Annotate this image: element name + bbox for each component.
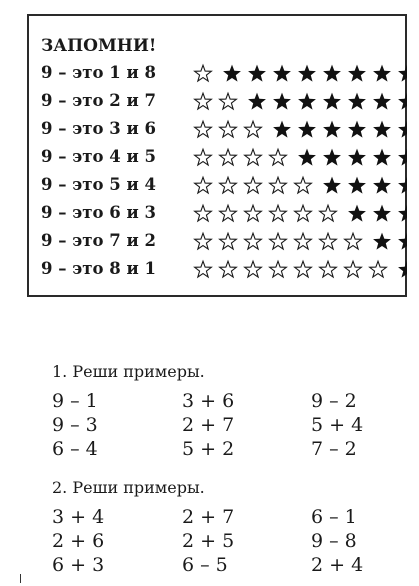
- outline-star-icon: [245, 205, 262, 221]
- outline-star-icon: [220, 177, 237, 193]
- memo-row-label: 9 – это 2 и 7: [41, 91, 156, 110]
- outline-star-icon: [270, 233, 287, 249]
- example-item: 9 – 1: [52, 390, 98, 412]
- stars-row: [41, 228, 407, 254]
- margin-mark: [20, 574, 21, 583]
- example-item: 2 + 4: [311, 554, 364, 576]
- example-item: 2 + 7: [182, 414, 235, 436]
- example-item: 3 + 6: [182, 390, 235, 412]
- filled-star-icon: [398, 261, 407, 278]
- outline-star-icon: [295, 177, 312, 193]
- filled-star-icon: [248, 93, 266, 110]
- filled-star-icon: [223, 65, 241, 82]
- outline-star-icon: [195, 121, 212, 137]
- example-item: 9 – 3: [52, 414, 98, 436]
- filled-star-icon: [298, 121, 316, 138]
- filled-star-icon: [273, 65, 291, 82]
- outline-star-icon: [320, 205, 337, 221]
- stars-row: [41, 172, 407, 198]
- stars-row: [41, 144, 407, 170]
- example-item: 6 – 4: [52, 438, 98, 460]
- outline-star-icon: [220, 261, 237, 277]
- memo-row-label: 9 – это 7 и 2: [41, 231, 156, 250]
- filled-star-icon: [373, 65, 391, 82]
- memo-row: [41, 228, 407, 254]
- memo-row-label: 9 – это 6 и 3: [41, 203, 156, 222]
- outline-star-icon: [245, 121, 262, 137]
- outline-star-icon: [220, 93, 237, 109]
- filled-star-icon: [323, 65, 341, 82]
- filled-star-icon: [348, 93, 366, 110]
- example-item: 5 + 2: [182, 438, 235, 460]
- filled-star-icon: [348, 205, 366, 222]
- filled-star-icon: [323, 177, 341, 194]
- example-item: 2 + 6: [52, 530, 105, 552]
- filled-star-icon: [373, 93, 391, 110]
- exercise-2-title: 2. Реши примеры.: [52, 478, 205, 497]
- memo-title: ЗАПОМНИ!: [41, 36, 157, 56]
- outline-star-icon: [370, 261, 387, 277]
- outline-star-icon: [245, 149, 262, 165]
- filled-star-icon: [398, 177, 407, 194]
- stars-row: [41, 200, 407, 226]
- outline-star-icon: [195, 261, 212, 277]
- memo-row-label: 9 – это 5 и 4: [41, 175, 156, 194]
- example-item: 6 + 3: [52, 554, 105, 576]
- filled-star-icon: [323, 93, 341, 110]
- outline-star-icon: [270, 177, 287, 193]
- example-item: 3 + 4: [52, 506, 105, 528]
- filled-star-icon: [298, 93, 316, 110]
- filled-star-icon: [398, 149, 407, 166]
- filled-star-icon: [298, 149, 316, 166]
- outline-star-icon: [295, 205, 312, 221]
- filled-star-icon: [273, 93, 291, 110]
- filled-star-icon: [323, 149, 341, 166]
- outline-star-icon: [270, 261, 287, 277]
- outline-star-icon: [245, 233, 262, 249]
- outline-star-icon: [345, 233, 362, 249]
- outline-star-icon: [320, 233, 337, 249]
- example-item: 2 + 7: [182, 506, 235, 528]
- outline-star-icon: [345, 261, 362, 277]
- outline-star-icon: [195, 93, 212, 109]
- example-item: 2 + 5: [182, 530, 235, 552]
- outline-star-icon: [195, 205, 212, 221]
- outline-star-icon: [220, 205, 237, 221]
- memo-row: [41, 144, 407, 170]
- outline-star-icon: [270, 205, 287, 221]
- stars-row: [41, 256, 407, 282]
- example-item: 9 – 2: [311, 390, 357, 412]
- outline-star-icon: [245, 261, 262, 277]
- filled-star-icon: [373, 233, 391, 250]
- filled-star-icon: [373, 177, 391, 194]
- outline-star-icon: [295, 233, 312, 249]
- memo-row: [41, 116, 407, 142]
- memo-row-label: 9 – это 3 и 6: [41, 119, 156, 138]
- stars-row: [41, 88, 407, 114]
- memo-row: [41, 60, 407, 86]
- outline-star-icon: [220, 233, 237, 249]
- memo-row: [41, 200, 407, 226]
- memo-row-label: 9 – это 4 и 5: [41, 147, 156, 166]
- filled-star-icon: [398, 93, 407, 110]
- outline-star-icon: [195, 149, 212, 165]
- memo-row: [41, 172, 407, 198]
- example-item: 7 – 2: [311, 438, 357, 460]
- outline-star-icon: [270, 149, 287, 165]
- filled-star-icon: [398, 233, 407, 250]
- outline-star-icon: [195, 65, 212, 81]
- example-item: 9 – 8: [311, 530, 357, 552]
- memo-row: [41, 256, 407, 282]
- filled-star-icon: [398, 121, 407, 138]
- outline-star-icon: [245, 177, 262, 193]
- filled-star-icon: [348, 177, 366, 194]
- outline-star-icon: [195, 177, 212, 193]
- outline-star-icon: [320, 261, 337, 277]
- stars-row: [41, 116, 407, 142]
- exercise-1-title: 1. Реши примеры.: [52, 362, 205, 381]
- memo-row-label: 9 – это 8 и 1: [41, 259, 156, 278]
- memo-row-label: 9 – это 1 и 8: [41, 63, 156, 82]
- filled-star-icon: [273, 121, 291, 138]
- memo-row: [41, 88, 407, 114]
- example-item: 5 + 4: [311, 414, 364, 436]
- example-item: 6 – 1: [311, 506, 357, 528]
- outline-star-icon: [220, 121, 237, 137]
- filled-star-icon: [323, 121, 341, 138]
- filled-star-icon: [348, 121, 366, 138]
- filled-star-icon: [398, 65, 407, 82]
- filled-star-icon: [348, 65, 366, 82]
- example-item: 6 – 5: [182, 554, 228, 576]
- filled-star-icon: [348, 149, 366, 166]
- filled-star-icon: [373, 121, 391, 138]
- stars-row: [41, 60, 407, 86]
- outline-star-icon: [295, 261, 312, 277]
- filled-star-icon: [248, 65, 266, 82]
- memo-box: [27, 14, 407, 297]
- outline-star-icon: [220, 149, 237, 165]
- filled-star-icon: [373, 205, 391, 222]
- filled-star-icon: [298, 65, 316, 82]
- filled-star-icon: [398, 205, 407, 222]
- filled-star-icon: [373, 149, 391, 166]
- outline-star-icon: [195, 233, 212, 249]
